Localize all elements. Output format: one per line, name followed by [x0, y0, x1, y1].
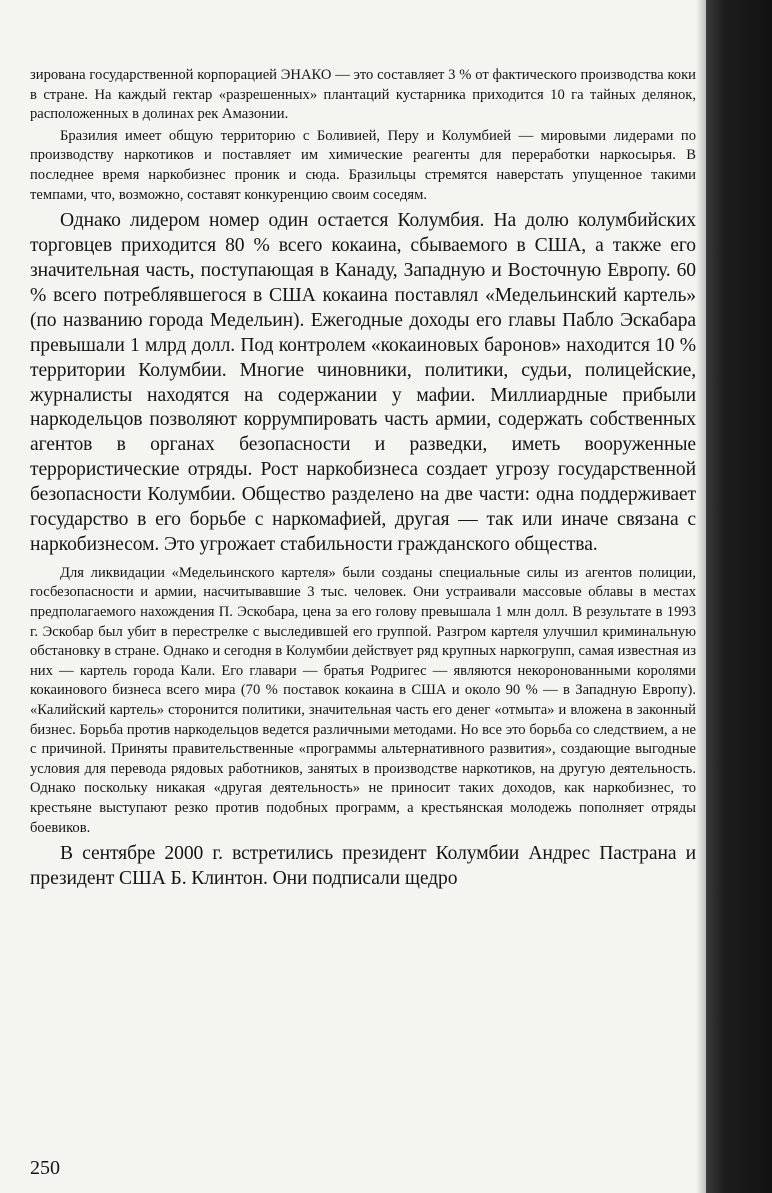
paragraph-brazil: Бразилия имеет общую территорию с Боливией, Перу и Колумбией — мировыми лидерами по производству наркотиков и поставляет им химические реагенты для переработки наркосырья. В последнее время наркобизнес проник и сюда. Бразильцы стремятся наверстать упущенное такими темпами, что, возможно, составят конкуренцию своим соседям. [30, 127, 696, 203]
text-column [30, 66, 696, 898]
paragraph-colombia-leader: Однако лидером номер один остается Колумбия. На долю колумбийских торговцев приходится 80 % всего кокаина, сбываемого в США, а также его значительная часть, поступающая в Канаду, Западную и Восточную Европу. 60 % всего потреблявшегося в США кокаина поставлял «Медельинский картель» (по названию города Медельин). Ежегодные доходы его главы Пабло Эскабара превышали 1 млрд долл. Под контролем «кокаиновых баронов» находится 10 % территории Колумбии. Многие чиновники, политики, судьи, полицейские, журналисты находятся на содержании у мафии. Миллиардные прибыли наркодельцов позволяют коррумпировать часть армии, содержать собственных агентов в органах безопасности и разведки, иметь вооруженные террористические отряды. Рост наркобизнеса создает угрозу государственной безопасности Колумбии. Общество разделено на две части: одна поддерживает государство в его борьбе с наркомафией, другая — так или иначе связана с наркобизнесом. Это угрожает стабильности гражданского общества. [30, 210, 696, 555]
scan-dark-edge [706, 0, 772, 1193]
scan-shadow [696, 0, 706, 1193]
paragraph-medellin-cartel: Для ликвидации «Медельинского картеля» были созданы специальные силы из агентов полиции, госбезопасности и армии, насчитывавшие 3 тыс. человек. Они устраивали массовые облавы в местах предполагаемого нахождения П. Эскобара, цена за его голову превышала 1 млн долл. В результате в 1993 г. Эскобар был убит в перестрелке с выследившей его группой. Разгром картеля улучшил криминальную обстановку в стране. Однако и сегодня в Колумбии действует ряд крупных наркогрупп, самая известная из них — картель города Кали. Его главари — братья Родригес — являются некоронованными королями кокаинового бизнеса всего мира (70 % поставок кокаина в США и около 90 % — в Западную Европу). «Калийский картель» сторонится политики, значительная часть его денег «отмыта» и вложена в законный бизнес. Борьба против наркодельцов ведется различными методами. Но все это борьба со следствием, а не с причиной. Приняты правительственные «программы альтернативного развития», создающие выгодные условия для перевода рядовых работников, занятых в производстве наркотиков, на другую деятельность. Однако поскольку никакая «другая деятельность» не приносит таких доходов, как наркобизнес, то крестьяне выступают резко против подобных программ, а крестьянская молодежь пополняет отряды боевиков. [30, 564, 696, 836]
paragraph-september-2000: В сентябре 2000 г. встретились президент Колумбии Андрес Пастрана и президент США Б. Клинтон. Они подписали щедро [30, 843, 696, 890]
page-number: 250 [30, 1157, 60, 1179]
paragraph-enaco: зирована государственной корпорацией ЭНАКО — это составляет 3 % от фактического производства коки в стране. На каждый гектар «разрешенных» плантаций кустарника приходится 10 га тайных делянок, расположенных в долинах рек Амазонии. [30, 67, 696, 123]
